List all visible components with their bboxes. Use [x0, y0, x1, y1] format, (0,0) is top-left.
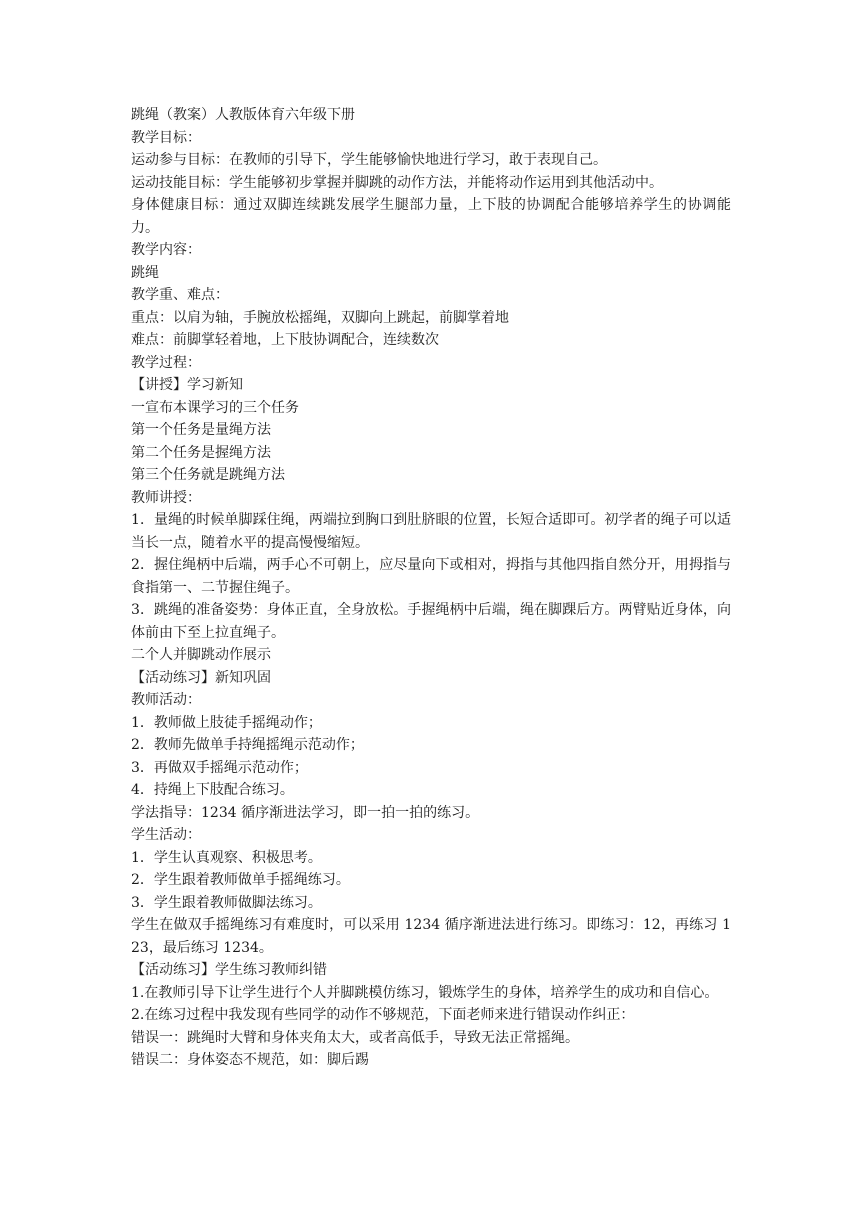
- paragraph: 二个人并脚跳动作展示: [131, 647, 271, 663]
- subsection-correction: 【活动练习】学生练习教师纠错: [131, 962, 327, 978]
- list-item: 1．量绳的时候单脚踩住绳，两端拉到胸口到肚脐眼的位置，长短合适即可。初学者的绳子可以适当长一点，随着水平的提高慢慢缩短。: [131, 512, 731, 551]
- content-text: 跳绳: [131, 264, 159, 281]
- list-item: 1．学生认真观察、积极思考。: [131, 849, 322, 866]
- objective-participation: 运动参与目标：在教师的引导下，学生能够愉快地进行学习，敢于表现自己。: [131, 152, 607, 168]
- paragraph: 第二个任务是握绳方法: [131, 444, 271, 461]
- list-item: 2．教师先做单手持绳摇绳示范动作；: [131, 737, 364, 753]
- objective-health: 身体健康目标：通过双脚连续跳发展学生腿部力量，上下肢的协调配合能够培养学生的协调能力。: [131, 197, 731, 236]
- paragraph: 教师讲授：: [131, 489, 201, 506]
- list-item: 3．学生跟着教师做脚法练习。: [131, 894, 322, 911]
- paragraph: 一宣布本课学习的三个任务: [131, 399, 299, 416]
- section-heading-key-points: 教学重、难点：: [131, 287, 229, 303]
- section-heading-objectives: 教学目标：: [131, 129, 201, 146]
- list-item: 3．再做双手摇绳示范动作；: [131, 759, 308, 776]
- list-item: 2．握住绳柄中后端，两手心不可朝上，应尽量向下或相对，拇指与其他四指自然分开，用拇指与食指第一、二节握住绳子。: [131, 557, 731, 596]
- key-point: 重点：以肩为轴，手腕放松摇绳，双脚向上跳起，前脚掌着地: [131, 309, 509, 326]
- paragraph: 学生活动：: [131, 827, 201, 843]
- paragraph: 教师活动：: [131, 692, 201, 708]
- list-item: 1．教师做上肢徒手摇绳动作；: [131, 714, 322, 731]
- paragraph: 第三个任务就是跳绳方法: [131, 467, 285, 483]
- subsection-lecture: 【讲授】学习新知: [131, 377, 243, 393]
- difficult-point: 难点：前脚掌轻着地，上下肢协调配合，连续数次: [131, 332, 439, 348]
- document-body: [131, 104, 731, 1072]
- list-item: 1.在教师引导下让学生进行个人并脚跳模仿练习，锻炼学生的身体，培养学生的成功和自信心。: [131, 984, 719, 1001]
- paragraph: 第一个任务是量绳方法: [131, 422, 271, 438]
- section-heading-content: 教学内容：: [131, 242, 201, 258]
- paragraph: 错误二：身体姿态不规范，如：脚后踢: [131, 1052, 369, 1068]
- list-item: 2．学生跟着教师做单手摇绳练习。: [131, 872, 350, 888]
- document-title: 跳绳（教案）人教版体育六年级下册: [131, 107, 355, 123]
- paragraph: 错误一：跳绳时大臂和身体夹角太大，或者高低手，导致无法正常摇绳。: [131, 1029, 579, 1046]
- section-heading-process: 教学过程：: [131, 354, 201, 371]
- list-item: 4．持绳上下肢配合练习。: [131, 782, 294, 798]
- subsection-practice: 【活动练习】新知巩固: [131, 669, 271, 686]
- paragraph: 学生在做双手摇绳练习有难度时，可以采用 1234 循序渐进法进行练习。即练习：12，再练习 123，最后练习 1234。: [131, 917, 731, 956]
- list-item: 2.在练习过程中我发现有些同学的动作不够规范，下面老师来进行错误动作纠正：: [131, 1007, 635, 1023]
- objective-skill: 运动技能目标：学生能够初步掌握并脚跳的动作方法，并能将动作运用到其他活动中。: [131, 174, 663, 191]
- list-item: 3．跳绳的准备姿势：身体正直，全身放松。手握绳柄中后端，绳在脚踝后方。两臂贴近身体，向体前由下至上拉直绳子。: [131, 602, 731, 641]
- paragraph: 学法指导：1234 循序渐进法学习，即一拍一拍的练习。: [131, 804, 480, 821]
